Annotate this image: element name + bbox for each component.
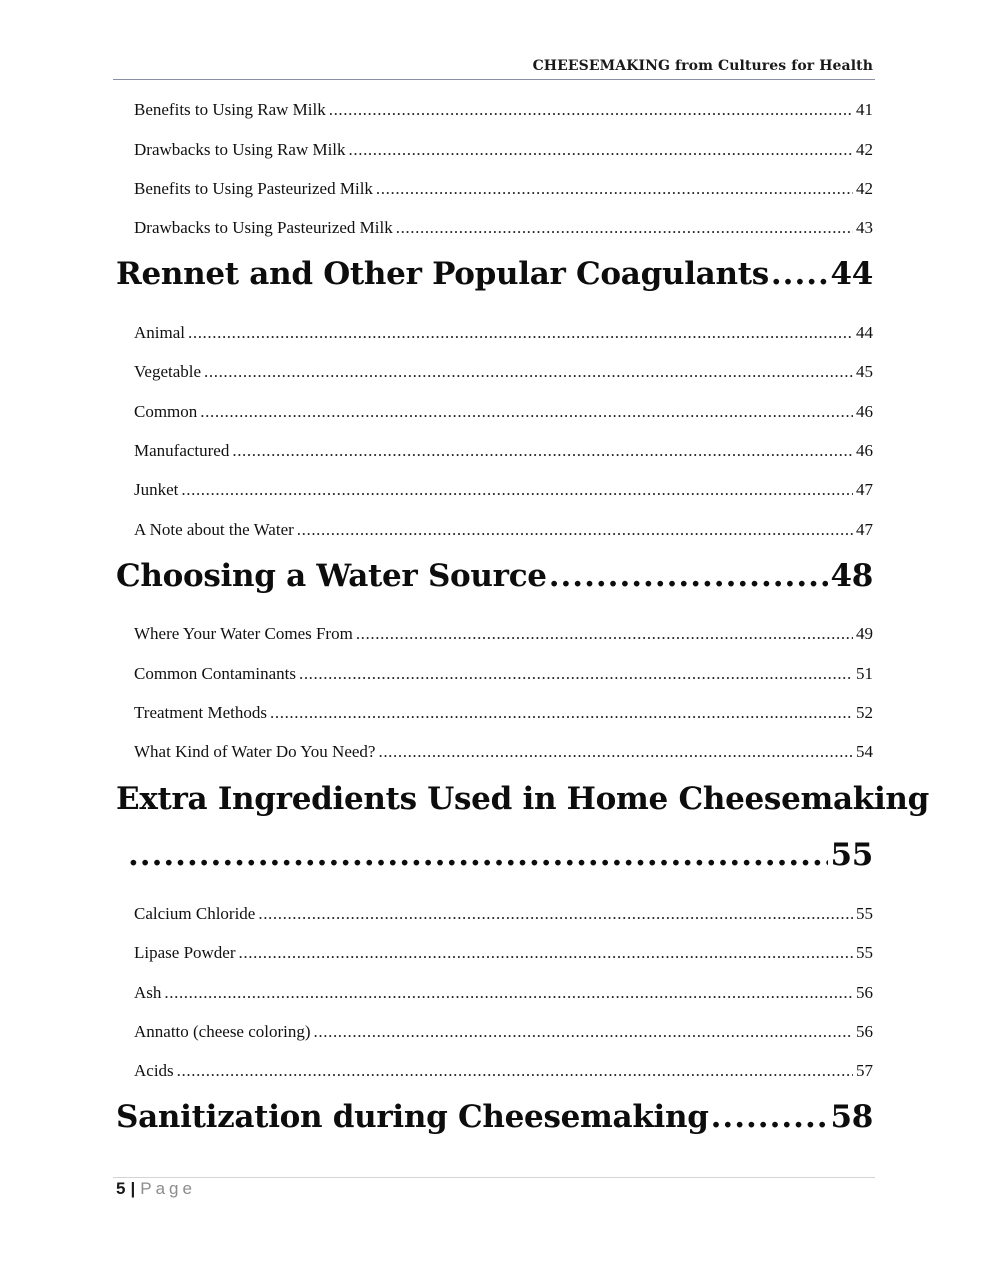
toc-chapter-title: Choosing a Water Source bbox=[116, 558, 547, 594]
dot-leader bbox=[270, 703, 853, 723]
toc-entry-page: 56 bbox=[856, 983, 873, 1002]
toc-entry[interactable] bbox=[134, 323, 873, 343]
dot-leader bbox=[376, 179, 853, 199]
toc-entry-label: Common Contaminants bbox=[134, 664, 296, 683]
running-header: CHEESEMAKING from Cultures for Health bbox=[532, 58, 873, 74]
dot-leader bbox=[177, 1061, 853, 1081]
toc-chapter-page: 55 bbox=[830, 837, 873, 873]
dot-leader bbox=[299, 664, 853, 684]
toc-entry-page: 56 bbox=[856, 1022, 873, 1041]
dot-leader bbox=[549, 558, 829, 594]
toc-entry[interactable] bbox=[134, 904, 873, 924]
dot-leader bbox=[204, 362, 853, 382]
toc-entry-page: 41 bbox=[856, 100, 873, 119]
toc-entry-label: A Note about the Water bbox=[134, 520, 294, 539]
toc-entry[interactable] bbox=[134, 520, 873, 540]
toc-entry-page: 54 bbox=[856, 742, 873, 761]
toc-entry-label: Benefits to Using Pasteurized Milk bbox=[134, 179, 373, 198]
toc-entry-page: 55 bbox=[856, 943, 873, 962]
toc-entry-page: 55 bbox=[856, 904, 873, 923]
toc-entry-page: 47 bbox=[856, 480, 873, 499]
toc-entry-label: Common bbox=[134, 402, 198, 421]
page-number: 5 bbox=[116, 1179, 126, 1198]
toc-entry[interactable] bbox=[134, 100, 873, 120]
toc-entry[interactable] bbox=[134, 703, 873, 723]
toc-chapter-page: 48 bbox=[830, 558, 873, 594]
dot-leader bbox=[329, 100, 853, 120]
toc-entry-page: 44 bbox=[856, 323, 873, 342]
page-word: Page bbox=[140, 1179, 196, 1198]
toc-entry[interactable] bbox=[134, 742, 873, 762]
toc-entry-page: 46 bbox=[856, 402, 873, 421]
toc-chapter-extra-leader[interactable] bbox=[128, 837, 873, 873]
toc-entry-page: 47 bbox=[856, 520, 873, 539]
toc-entry-label: Drawbacks to Using Pasteurized Milk bbox=[134, 218, 393, 237]
page-footer bbox=[116, 1179, 196, 1199]
toc-entry[interactable] bbox=[134, 441, 873, 461]
dot-leader bbox=[258, 904, 853, 924]
dot-leader bbox=[711, 1099, 829, 1135]
toc-entry-label: Drawbacks to Using Raw Milk bbox=[134, 140, 346, 159]
toc-entry[interactable] bbox=[134, 179, 873, 199]
toc-entry-page: 51 bbox=[856, 664, 873, 683]
toc-entry-label: Ash bbox=[134, 983, 162, 1002]
toc-chapter-rennet[interactable] bbox=[116, 256, 873, 292]
toc-entry-label: Junket bbox=[134, 480, 179, 499]
dot-leader bbox=[297, 520, 853, 540]
dot-leader bbox=[396, 218, 853, 238]
toc-entry-page: 42 bbox=[856, 140, 873, 159]
toc-entry[interactable] bbox=[134, 1061, 873, 1081]
toc-entry[interactable] bbox=[134, 480, 873, 500]
toc-entry-label: Where Your Water Comes From bbox=[134, 624, 353, 643]
toc-entry-label: Acids bbox=[134, 1061, 174, 1080]
toc-chapter-extra[interactable]: Extra Ingredients Used in Home Cheesemaking bbox=[116, 781, 930, 817]
toc-entry-page: 52 bbox=[856, 703, 873, 722]
toc-entry-page: 45 bbox=[856, 362, 873, 381]
toc-entry[interactable] bbox=[134, 140, 873, 160]
toc-entry-page: 49 bbox=[856, 624, 873, 643]
toc-entry[interactable] bbox=[134, 402, 873, 422]
dot-leader bbox=[349, 140, 853, 160]
footer-separator: | bbox=[130, 1179, 136, 1198]
toc-entry[interactable] bbox=[134, 664, 873, 684]
toc-entry[interactable] bbox=[134, 1022, 873, 1042]
toc-entry-label: Benefits to Using Raw Milk bbox=[134, 100, 326, 119]
dot-leader bbox=[181, 480, 853, 500]
dot-leader bbox=[378, 742, 853, 762]
toc-entry-page: 46 bbox=[856, 441, 873, 460]
toc-entry[interactable] bbox=[134, 943, 873, 963]
toc-entry-label: Treatment Methods bbox=[134, 703, 268, 722]
toc-chapter-title: Sanitization during Cheesemaking bbox=[116, 1099, 709, 1135]
toc-entry[interactable] bbox=[134, 218, 873, 238]
footer-rule bbox=[113, 1177, 875, 1178]
dot-leader bbox=[356, 624, 853, 644]
toc-entry-label: Calcium Chloride bbox=[134, 904, 256, 923]
dot-leader bbox=[164, 983, 853, 1003]
toc-entry-label: Lipase Powder bbox=[134, 943, 236, 962]
dot-leader bbox=[200, 402, 853, 422]
dot-leader bbox=[771, 256, 829, 292]
dot-leader bbox=[314, 1022, 853, 1042]
toc-entry-page: 57 bbox=[856, 1061, 873, 1080]
toc-entry-label: What Kind of Water Do You Need? bbox=[134, 742, 376, 761]
header-rule bbox=[113, 79, 875, 80]
toc-entry-page: 43 bbox=[856, 218, 873, 237]
toc-chapter-page: 44 bbox=[830, 256, 873, 292]
dot-leader bbox=[128, 837, 828, 873]
toc-chapter-sanitization[interactable] bbox=[116, 1099, 873, 1135]
toc-chapter-water[interactable] bbox=[116, 558, 873, 594]
toc-entry-label: Animal bbox=[134, 323, 185, 342]
dot-leader bbox=[188, 323, 853, 343]
dot-leader bbox=[239, 943, 853, 963]
toc-chapter-page: 58 bbox=[830, 1099, 873, 1135]
toc-entry-label: Vegetable bbox=[134, 362, 202, 381]
toc-chapter-title: Rennet and Other Popular Coagulants bbox=[116, 256, 769, 292]
toc-entry[interactable] bbox=[134, 362, 873, 382]
toc-entry-label: Manufactured bbox=[134, 441, 230, 460]
toc-entry[interactable] bbox=[134, 624, 873, 644]
toc-entry-label: Annatto (cheese coloring) bbox=[134, 1022, 311, 1041]
toc-entry-page: 42 bbox=[856, 179, 873, 198]
toc-entry[interactable] bbox=[134, 983, 873, 1003]
dot-leader bbox=[232, 441, 853, 461]
